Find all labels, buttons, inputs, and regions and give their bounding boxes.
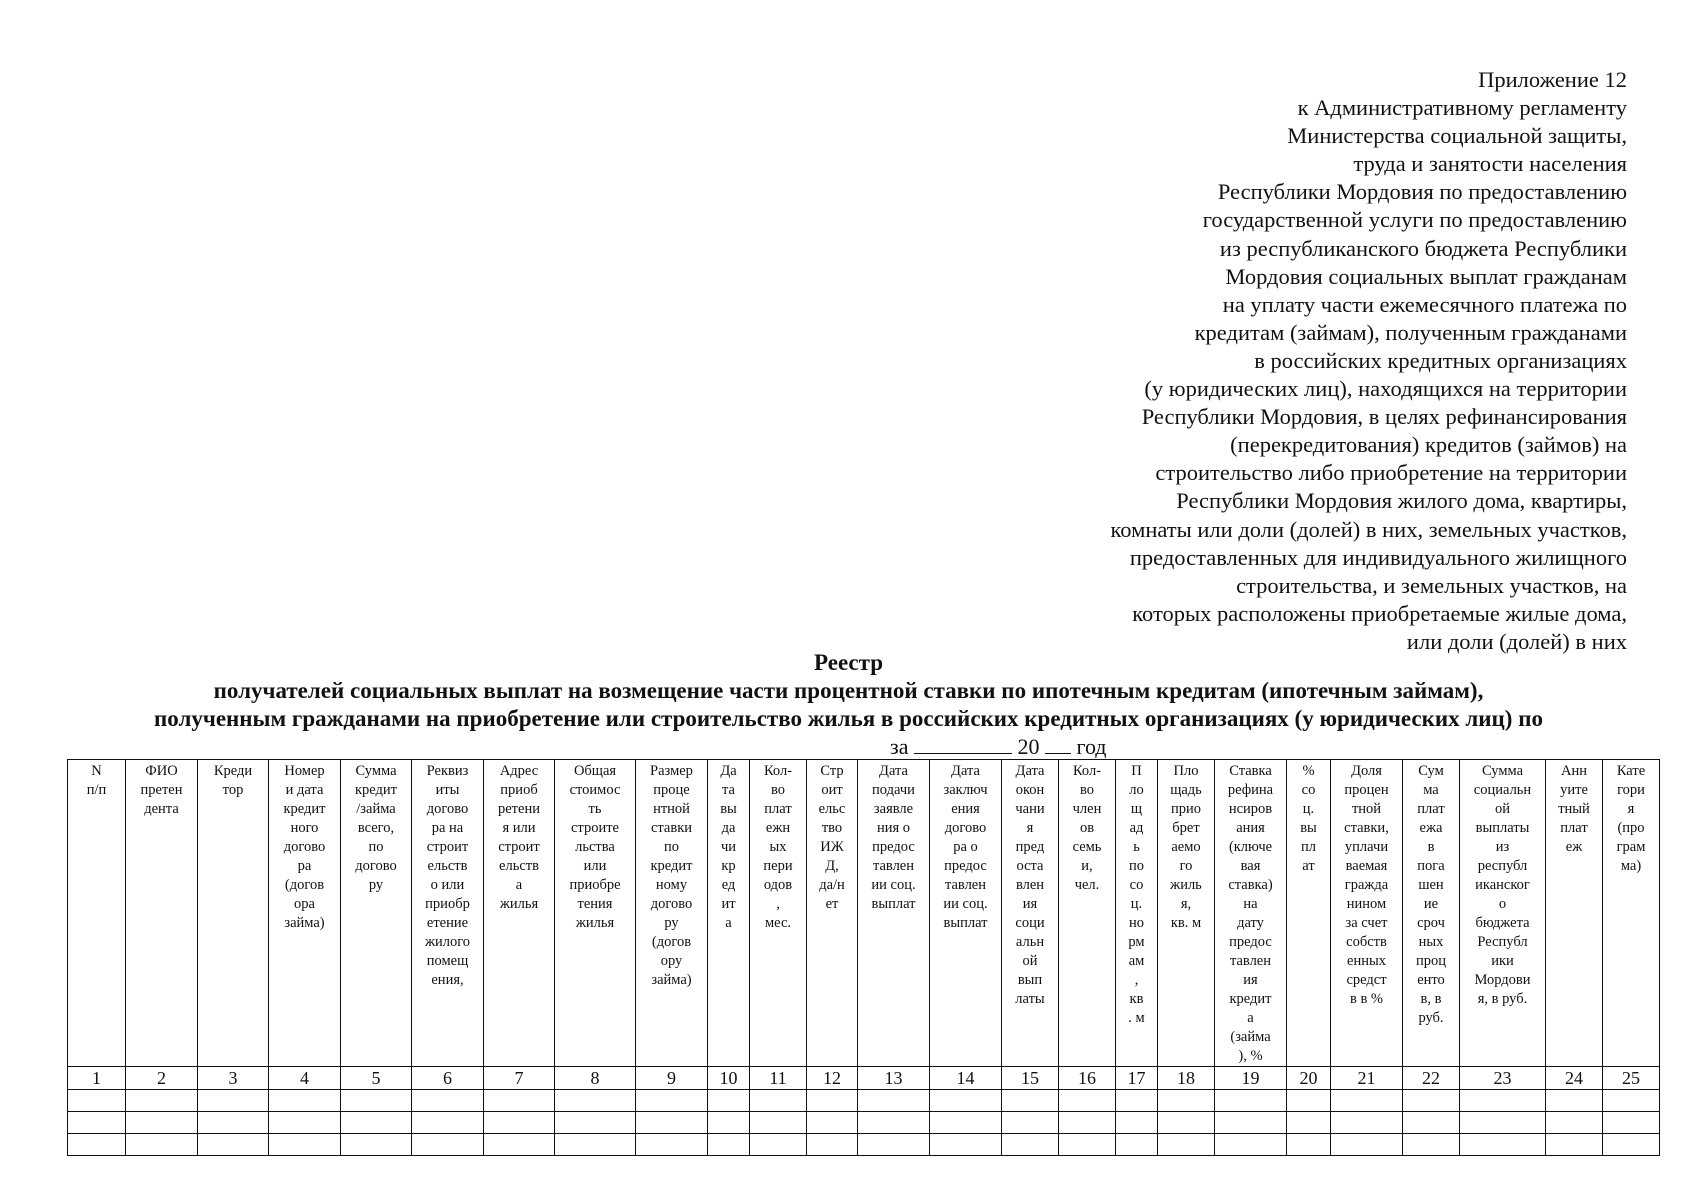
appendix-line: которых расположены приобретаемые жилые дома,: [1132, 600, 1627, 626]
table-cell[interactable]: [1059, 1112, 1116, 1134]
table-cell[interactable]: [1116, 1134, 1158, 1156]
column-header: Да та вы да чи кр ед ит а: [708, 760, 750, 1067]
table-cell[interactable]: [858, 1134, 930, 1156]
table-cell[interactable]: [269, 1112, 341, 1134]
table-cell[interactable]: [1215, 1134, 1287, 1156]
column-header: Реквиз иты догово ра на строит ельств о или приобр етение жилого помещ ения,: [412, 760, 484, 1067]
column-header: % со ц. вы пл ат: [1287, 760, 1331, 1067]
table-cell[interactable]: [126, 1134, 198, 1156]
table-cell[interactable]: [341, 1112, 412, 1134]
appendix-line: Республики Мордовия жилого дома, квартиры,: [1176, 488, 1627, 514]
table-cell[interactable]: [807, 1134, 858, 1156]
registry-table: [67, 759, 1660, 1156]
table-cell[interactable]: [1603, 1134, 1660, 1156]
appendix-line: в российских кредитных организациях: [1254, 347, 1627, 373]
table-cell[interactable]: [858, 1112, 930, 1134]
column-header: Сум ма плат ежа в пога шен ие сроч ных проц енто в, в руб.: [1403, 760, 1460, 1067]
table-cell[interactable]: [807, 1112, 858, 1134]
column-number: 7: [484, 1067, 555, 1090]
column-header: Анн уите тный плат еж: [1546, 760, 1603, 1067]
table-cell[interactable]: [1215, 1112, 1287, 1134]
table-cell[interactable]: [636, 1112, 708, 1134]
column-header: Кол- во плат ежн ых пери одов , мес.: [750, 760, 807, 1067]
column-number: 2: [126, 1067, 198, 1090]
table-cell[interactable]: [750, 1134, 807, 1156]
table-cell[interactable]: [341, 1090, 412, 1112]
appendix-line: (у юридических лиц), находящихся на территории: [1144, 376, 1627, 402]
column-number: 21: [1331, 1067, 1403, 1090]
column-number: 10: [708, 1067, 750, 1090]
period-year-blank-field[interactable]: [1045, 735, 1071, 754]
table-cell[interactable]: [1116, 1090, 1158, 1112]
column-number: 5: [341, 1067, 412, 1090]
appendix-header: [867, 66, 1627, 656]
table-cell[interactable]: [807, 1090, 858, 1112]
table-cell[interactable]: [930, 1134, 1002, 1156]
appendix-line: кредитам (займам), полученным гражданами: [1194, 319, 1627, 345]
appendix-line: строительство либо приобретение на территории: [1155, 460, 1627, 486]
column-number: 1: [68, 1067, 126, 1090]
table-cell[interactable]: [1158, 1134, 1215, 1156]
table-cell[interactable]: [708, 1134, 750, 1156]
period-prefix: за: [890, 734, 909, 759]
table-cell[interactable]: [269, 1134, 341, 1156]
table-cell[interactable]: [858, 1090, 930, 1112]
column-header: Кате гори я (про грам ма): [1603, 760, 1660, 1067]
table-cell[interactable]: [930, 1090, 1002, 1112]
table-cell[interactable]: [1287, 1090, 1331, 1112]
table-cell[interactable]: [1546, 1090, 1603, 1112]
table-cell[interactable]: [1287, 1112, 1331, 1134]
table-cell[interactable]: [484, 1112, 555, 1134]
appendix-line: на уплату части ежемесячного платежа по: [1222, 291, 1627, 317]
column-number: 15: [1002, 1067, 1059, 1090]
column-header: Общая стоимос ть строите льства или приобре тения жилья: [555, 760, 636, 1067]
table-cell[interactable]: [341, 1134, 412, 1156]
table-cell[interactable]: [1331, 1090, 1403, 1112]
table-cell[interactable]: [1158, 1112, 1215, 1134]
column-header: Адрес приоб ретени я или строит ельств а жилья: [484, 760, 555, 1067]
period-year-prefix: 20: [1017, 734, 1040, 759]
table-cell[interactable]: [198, 1112, 269, 1134]
appendix-line: Приложение 12: [1478, 67, 1627, 92]
column-header: Размер проце нтной ставки по кредит ному догово ру (догов ору займа): [636, 760, 708, 1067]
table-cell[interactable]: [1403, 1090, 1460, 1112]
table-cell[interactable]: [198, 1134, 269, 1156]
table-cell[interactable]: [555, 1090, 636, 1112]
table-cell[interactable]: [1460, 1134, 1546, 1156]
column-number: 9: [636, 1067, 708, 1090]
table-cell[interactable]: [1215, 1090, 1287, 1112]
table-cell[interactable]: [1403, 1134, 1460, 1156]
registry-subtitle-line2: полученным гражданами на приобретение или строительство жилья в российских кредитных организациях (у юридических лиц) по: [154, 706, 1543, 731]
table-cell[interactable]: [1287, 1134, 1331, 1156]
appendix-line: комнаты или доли (долей) в них, земельных участков,: [1110, 516, 1627, 542]
column-number: 20: [1287, 1067, 1331, 1090]
table-cell[interactable]: [484, 1134, 555, 1156]
table-header-row: [68, 760, 1660, 1067]
table-cell[interactable]: [1403, 1112, 1460, 1134]
table-cell[interactable]: [750, 1090, 807, 1112]
table-cell[interactable]: [126, 1112, 198, 1134]
appendix-line: (перекредитования) кредитов (займов) на: [1230, 432, 1627, 458]
table-cell[interactable]: [1116, 1112, 1158, 1134]
table-cell[interactable]: [412, 1134, 484, 1156]
column-header: Дата заключ ения догово ра о предос тавлен ии соц. выплат: [930, 760, 1002, 1067]
table-cell[interactable]: [198, 1090, 269, 1112]
column-number: 4: [269, 1067, 341, 1090]
appendix-line: Республики Мордовия по предоставлению: [1217, 179, 1627, 205]
column-number: 18: [1158, 1067, 1215, 1090]
column-number: 13: [858, 1067, 930, 1090]
table-cell[interactable]: [1460, 1090, 1546, 1112]
period-line: [890, 734, 1107, 760]
table-cell[interactable]: [1059, 1090, 1116, 1112]
table-cell[interactable]: [68, 1134, 126, 1156]
column-number: 25: [1603, 1067, 1660, 1090]
column-number-row: [68, 1067, 1660, 1090]
column-header: ФИО претен дента: [126, 760, 198, 1067]
table-cell[interactable]: [750, 1112, 807, 1134]
table-cell[interactable]: [68, 1112, 126, 1134]
table-cell[interactable]: [412, 1090, 484, 1112]
table-cell[interactable]: [708, 1090, 750, 1112]
table-cell[interactable]: [68, 1090, 126, 1112]
column-header: Стр оит ельс тво ИЖ Д, да/н ет: [807, 760, 858, 1067]
table-cell[interactable]: [1059, 1134, 1116, 1156]
appendix-line: строительства, и земельных участков, на: [1236, 572, 1627, 598]
registry-title: Реестр: [813, 650, 884, 675]
table-cell[interactable]: [1460, 1112, 1546, 1134]
table-cell[interactable]: [1331, 1134, 1403, 1156]
appendix-line: труда и занятости населения: [1353, 151, 1627, 177]
column-header: Доля процен тной ставки, уплачи ваемая гражда нином за счет собств енных средст в в %: [1331, 760, 1403, 1067]
column-number: 24: [1546, 1067, 1603, 1090]
column-header: Дата окон чани я пред оста влен ия соци альн ой вып латы: [1002, 760, 1059, 1067]
column-number: 8: [555, 1067, 636, 1090]
table-cell[interactable]: [484, 1090, 555, 1112]
column-header: Пло щадь прио брет аемо го жиль я, кв. м: [1158, 760, 1215, 1067]
appendix-line: или доли (долей) в них: [1406, 628, 1627, 654]
appendix-line: Министерства социальной защиты,: [1287, 123, 1627, 149]
column-number: 11: [750, 1067, 807, 1090]
column-header: Номер и дата кредит ного догово ра (догов ора займа): [269, 760, 341, 1067]
table-cell[interactable]: [1331, 1112, 1403, 1134]
table-cell[interactable]: [636, 1134, 708, 1156]
table-cell[interactable]: [1546, 1134, 1603, 1156]
column-number: 17: [1116, 1067, 1158, 1090]
column-number: 14: [930, 1067, 1002, 1090]
table-cell[interactable]: [1002, 1090, 1059, 1112]
column-header: Креди тор: [198, 760, 269, 1067]
table-cell[interactable]: [1603, 1112, 1660, 1134]
column-header: Сумма социальн ой выплаты из республ иканског о бюджета Республ ики Мордови я, в руб.: [1460, 760, 1546, 1067]
table-cell[interactable]: [708, 1112, 750, 1134]
column-header: Дата подачи заявле ния о предос тавлен ии соц. выплат: [858, 760, 930, 1067]
table-cell[interactable]: [1158, 1090, 1215, 1112]
column-number: 6: [412, 1067, 484, 1090]
table-row: [68, 1090, 1660, 1112]
table-cell[interactable]: [636, 1090, 708, 1112]
table-cell[interactable]: [1546, 1112, 1603, 1134]
appendix-line: Мордовия социальных выплат гражданам: [1225, 263, 1627, 289]
column-header: N п/п: [68, 760, 126, 1067]
period-blank-field[interactable]: [914, 735, 1012, 754]
column-number: 22: [1403, 1067, 1460, 1090]
appendix-line: предоставленных для индивидуального жилищного: [1129, 544, 1627, 570]
column-number: 12: [807, 1067, 858, 1090]
table-cell[interactable]: [555, 1112, 636, 1134]
table-cell[interactable]: [126, 1090, 198, 1112]
column-header: П ло щ ад ь по со ц. но рм ам , кв . м: [1116, 760, 1158, 1067]
column-number: 3: [198, 1067, 269, 1090]
table-cell[interactable]: [269, 1090, 341, 1112]
column-number: 23: [1460, 1067, 1546, 1090]
table-row: [68, 1112, 1660, 1134]
table-cell[interactable]: [412, 1112, 484, 1134]
appendix-line: государственной услуги по предоставлению: [1202, 207, 1627, 233]
appendix-line: из республиканского бюджета Республики: [1219, 235, 1627, 261]
registry-subtitle-line1: получателей социальных выплат на возмещение части процентной ставки по ипотечным кредитам (ипотечным займам),: [213, 678, 1484, 703]
table-cell[interactable]: [1002, 1112, 1059, 1134]
column-header: Сумма кредит /займа всего, по догово ру: [341, 760, 412, 1067]
table-cell[interactable]: [555, 1134, 636, 1156]
table-cell[interactable]: [1603, 1090, 1660, 1112]
table-cell[interactable]: [1002, 1134, 1059, 1156]
column-header: Ставка рефина нсиров ания (ключе вая ставка) на дату предос тавлен ия кредит а (займа ), %: [1215, 760, 1287, 1067]
appendix-line: к Административному регламенту: [1297, 95, 1627, 121]
column-header: Кол- во член ов семь и, чел.: [1059, 760, 1116, 1067]
column-number: 19: [1215, 1067, 1287, 1090]
column-number: 16: [1059, 1067, 1116, 1090]
table-cell[interactable]: [930, 1112, 1002, 1134]
period-suffix: год: [1076, 734, 1107, 759]
appendix-line: Республики Мордовия, в целях рефинансирования: [1141, 404, 1627, 430]
table-row: [68, 1134, 1660, 1156]
